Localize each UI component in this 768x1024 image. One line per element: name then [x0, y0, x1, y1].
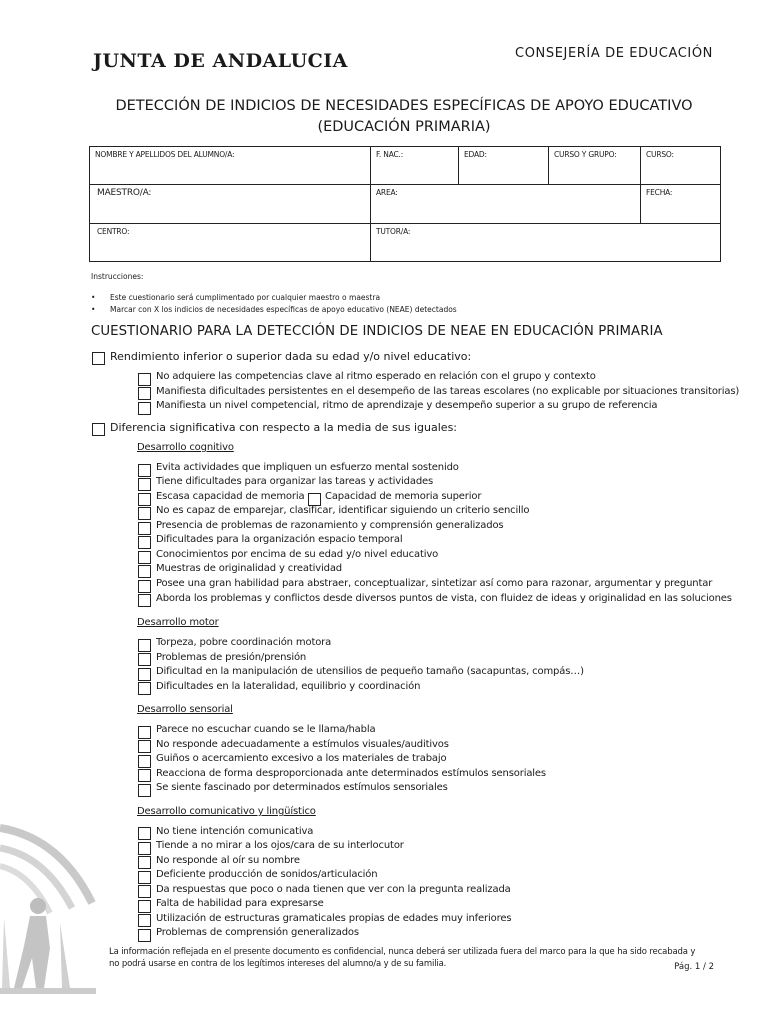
checklist-item: No es capaz de emparejar, clasificar, identificar siguiendo un criterio sencillo: [156, 505, 530, 516]
field-school[interactable]: CENTRO:: [90, 224, 371, 262]
checklist-item: Reacciona de forma desproporcionada ante determinados estímulos sensoriales: [156, 768, 546, 779]
checkbox-item[interactable]: [138, 387, 151, 400]
instruction-text: Este cuestionario será cumplimentado por cualquier maestro o maestra: [110, 293, 381, 302]
checkbox-item[interactable]: [138, 464, 151, 477]
field-tutor[interactable]: TUTOR/A:: [371, 224, 721, 262]
checklist-item: Aborda los problemas y conflictos desde diversos puntos de vista, con fluidez de ideas y originalidad en las soluciones: [156, 593, 732, 604]
checkbox-item[interactable]: [138, 929, 151, 942]
checklist-item: Deficiente producción de sonidos/articulación: [156, 869, 378, 880]
confidentiality-note: [109, 946, 719, 970]
checkbox-item[interactable]: [138, 478, 151, 491]
checklist-item: Dificultades en la lateralidad, equilibrio y coordinación: [156, 681, 421, 692]
department-name: CONSEJERÍA DE EDUCACIÓN: [515, 46, 713, 61]
checklist-item: Tiene dificultades para organizar las tareas y actividades: [156, 476, 434, 487]
checklist-item: Dificultad en la manipulación de utensilios de pequeño tamaño (sacapuntas, compás…): [156, 666, 584, 677]
checkbox-item[interactable]: [138, 856, 151, 869]
checklist-item: Torpeza, pobre coordinación motora: [156, 637, 332, 648]
checklist-item: Da respuestas que poco o nada tienen que ver con la pregunta realizada: [156, 884, 511, 895]
checkbox-item[interactable]: [138, 726, 151, 739]
checkbox-item[interactable]: [138, 668, 151, 681]
checkbox-item[interactable]: [138, 914, 151, 927]
bullet: •: [91, 305, 96, 314]
checklist-item: Tiende a no mirar a los ojos/cara de su interlocutor: [156, 840, 404, 851]
andalucia-emblem-icon: [0, 818, 100, 998]
questionnaire-title: CUESTIONARIO PARA LA DETECCIÓN DE INDICIOS DE NEAE EN EDUCACIÓN PRIMARIA: [91, 324, 663, 339]
checkbox-item[interactable]: [138, 885, 151, 898]
checkbox-item[interactable]: [138, 900, 151, 913]
checklist-item: Evita actividades que impliquen un esfuerzo mental sostenido: [156, 462, 459, 473]
section-cognitivo-title: Desarrollo cognitivo: [137, 442, 234, 453]
checkbox-item[interactable]: [138, 507, 151, 520]
document-title: [0, 96, 768, 138]
checkbox-item[interactable]: [138, 653, 151, 666]
field-course-group[interactable]: CURSO Y GRUPO:: [549, 147, 641, 185]
bullet: •: [91, 293, 96, 302]
footer-line-1: La información reflejada en el presente documento es confidencial, nunca deberá ser utilizada fuera del marco para la que ha sido recabada y: [109, 947, 696, 957]
checklist-item: Utilización de estructuras gramaticales propias de edades muy inferiores: [156, 913, 512, 924]
checklist-item: Conocimientos por encima de su edad y/o nivel educativo: [156, 549, 439, 560]
checkbox-item[interactable]: [138, 594, 151, 607]
checkbox-diferencia[interactable]: [92, 423, 105, 436]
checkbox-item[interactable]: [138, 493, 151, 506]
checkbox-item[interactable]: [138, 871, 151, 884]
checklist-item: Posee una gran habilidad para abstraer, conceptualizar, sintetizar así como para razonar, argumentar y preguntar: [156, 578, 713, 589]
field-teacher[interactable]: MAESTRO/A:: [90, 185, 371, 224]
checkbox-item[interactable]: [138, 373, 151, 386]
checkbox-item[interactable]: [138, 682, 151, 695]
field-date[interactable]: FECHA:: [641, 185, 721, 224]
checklist-item: No responde al oír su nombre: [156, 855, 300, 866]
checkbox-item[interactable]: [138, 784, 151, 797]
junta-de-andalucia-logo: JUNTA DE ANDALUCIA: [93, 50, 348, 72]
checklist-item: Muestras de originalidad y creatividad: [156, 563, 342, 574]
title-line-1: DETECCIÓN DE INDICIOS DE NECESIDADES ESPECÍFICAS DE APOYO EDUCATIVO: [115, 98, 693, 114]
checkbox-item[interactable]: [138, 580, 151, 593]
checklist-item: Dificultades para la organización espacio temporal: [156, 534, 403, 545]
checklist-item: No adquiere las competencias clave al ritmo esperado en relación con el grupo y contexto: [156, 371, 596, 382]
student-data-table: [89, 146, 721, 262]
rendimiento-label: Rendimiento inferior o superior dada su edad y/o nivel educativo:: [110, 350, 472, 363]
checkbox-item[interactable]: [138, 769, 151, 782]
page-number: Pág. 1 / 2: [674, 962, 714, 972]
checklist-item: Problemas de presión/prensión: [156, 652, 307, 663]
section-motor-title: Desarrollo motor: [137, 617, 219, 628]
field-age[interactable]: EDAD:: [459, 147, 549, 185]
checkbox-item[interactable]: [138, 827, 151, 840]
instruction-text: Marcar con X los indicios de necesidades específicas de apoyo educativo (NEAE) detectados: [110, 305, 457, 314]
checkbox-rendimiento[interactable]: [92, 352, 105, 365]
checklist-item: Manifiesta un nivel competencial, ritmo de aprendizaje y desempeño superior a su grupo de referencia: [156, 400, 658, 411]
checklist-item: Guiños o acercamiento excesivo a los materiales de trabajo: [156, 753, 447, 764]
checkbox-item[interactable]: [138, 639, 151, 652]
section-comunicativo-title: Desarrollo comunicativo y lingüístico: [137, 806, 316, 817]
field-student-name[interactable]: NOMBRE Y APELLIDOS DEL ALUMNO/A:: [90, 147, 371, 185]
checklist-item: Falta de habilidad para expresarse: [156, 898, 324, 909]
checklist-item: Parece no escuchar cuando se le llama/habla: [156, 724, 376, 735]
checklist-item: Se siente fascinado por determinados estímulos sensoriales: [156, 782, 448, 793]
section-sensorial-title: Desarrollo sensorial: [137, 704, 233, 715]
checklist-item: No responde adecuadamente a estímulos visuales/auditivos: [156, 739, 449, 750]
footer-line-2: no podrá usarse en contra de los legítimos intereses del alumno/a y de su familia.: [109, 959, 447, 969]
diferencia-label: Diferencia significativa con respecto a la media de sus iguales:: [110, 421, 457, 434]
checklist-item: Capacidad de memoria superior: [325, 491, 482, 502]
checkbox-item[interactable]: [138, 755, 151, 768]
checklist-item: Problemas de comprensión generalizados: [156, 927, 359, 938]
checkbox-item[interactable]: [138, 842, 151, 855]
checkbox-item[interactable]: [138, 740, 151, 753]
checklist-item: Escasa capacidad de memoria: [156, 491, 305, 502]
checklist-item: Manifiesta dificultades persistentes en el desempeño de las tareas escolares (no explicable por situaciones transitorias): [156, 386, 740, 397]
field-area[interactable]: AREA:: [371, 185, 641, 224]
field-birth-date[interactable]: F. NAC.:: [371, 147, 459, 185]
checkbox-item[interactable]: [138, 536, 151, 549]
checklist-item: No tiene intención comunicativa: [156, 826, 314, 837]
checkbox-item[interactable]: [138, 402, 151, 415]
instructions-label: Instrucciones:: [91, 272, 144, 281]
checkbox-item[interactable]: [138, 551, 151, 564]
checkbox-item[interactable]: [138, 522, 151, 535]
checklist-item: Presencia de problemas de razonamiento y comprensión generalizados: [156, 520, 504, 531]
field-course[interactable]: CURSO:: [641, 147, 721, 185]
title-line-2: (EDUCACIÓN PRIMARIA): [317, 119, 491, 135]
checkbox-item[interactable]: [138, 565, 151, 578]
